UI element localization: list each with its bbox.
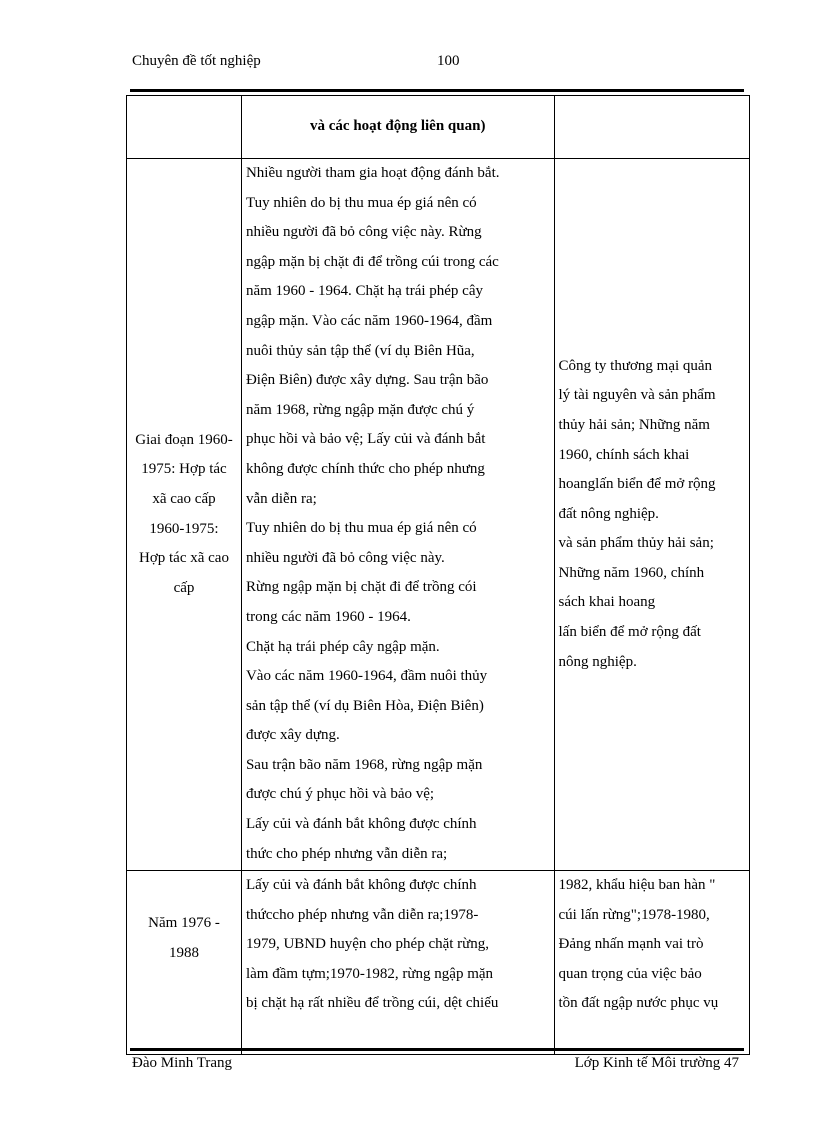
text-line: xã cao cấp [152,490,216,507]
text-line: không được chính thức cho phép nhưng [245,460,485,477]
text-line: vẫn diễn ra; [245,490,317,507]
text-line: 1960, chính sách khai [558,446,690,463]
text-line: phục hồi và bảo vệ; Lấy củi và đánh bắt [245,431,486,448]
period-cell [127,159,242,871]
text-line: Rừng ngập mặn bị chặt đi để trồng cói [245,579,477,596]
footer-author: Đào Minh Trang [132,1055,233,1071]
text-line: thức cho phép nhưng vẫn diễn ra; [245,845,448,862]
footer-class: Lớp Kinh tế Môi trường 47 [574,1055,739,1071]
text-line: năm 1968, rừng ngập mặn được chú ý [245,401,475,418]
text-line: Sau trận bão năm 1968, rừng ngập mặn [245,756,483,773]
text-line: hoanglấn biển để mở rộng [558,476,716,493]
table-row [127,871,750,1055]
text-line: ngập mặn bị chặt đi để trồng cúi trong các [245,253,499,270]
text-line: Đảng nhấn mạnh vai trò [558,936,704,953]
text-line: sản tập thể (ví dụ Biên Hòa, Điện Biên) [245,697,484,714]
text-line: cấp [173,579,195,596]
text-line: Hợp tác xã cao [138,550,229,567]
text-line: lý tài nguyên và sản phẩm [558,387,716,404]
text-line: 1975: Hợp tác [141,461,227,478]
text-line: thủy hải sản; Những năm [558,416,710,433]
text-line: Lấy củi và đánh bắt không được chính [245,877,477,893]
text-line: thứccho phép nhưng vẫn diễn ra;1978- [245,906,479,923]
text-line: nông nghiệp. [558,653,637,670]
text-line: Tuy nhiên do bị thu mua ép giá nên có [245,520,477,537]
header-cell-activities: và các hoạt động liên quan) [241,96,554,159]
table-row [127,159,750,871]
text-line: lấn biển để mở rộng đất [558,624,701,641]
text-line: bị chặt hạ rất nhiều để trồng cúi, dệt chiếu [245,995,499,1012]
text-line: sách khai hoang [558,594,656,611]
activities-cell [241,871,554,1055]
text-line: Giai đoạn 1960- [135,431,233,448]
text-line: ngập mặn. Vào các năm 1960-1964, đầm [245,312,493,329]
text-line: nhiều người đã bỏ công việc này. [245,549,445,566]
organizations-cell [554,871,750,1055]
text-line: Điện Biên) được xây dựng. Sau trận bão [245,372,489,389]
text-line: tồn đất ngập nước phục vụ [558,995,719,1012]
text-line: nhiều người đã bỏ công việc này. Rừng [245,224,482,241]
organizations-cell [554,159,750,871]
text-line: được xây dựng. [245,727,340,744]
table-header-row [127,96,750,159]
text-line: 1960-1975: [149,520,219,537]
text-line: và sản phẩm thủy hải sản; [558,535,714,552]
text-line: 1982, khẩu hiệu ban hàn " [558,877,716,893]
history-table [126,95,750,1055]
text-line: Lấy củi và đánh bắt không được chính [245,816,477,833]
text-line: cúi lấn rừng";1978-1980, [558,906,710,923]
text-line: được chú ý phục hồi và bảo vệ; [245,786,435,803]
text-line: Công ty thương mại quản [558,357,713,374]
text-line: 1988 [168,944,199,961]
header-title: Chuyên đề tốt nghiệp [132,53,261,69]
text-line: trong các năm 1960 - 1964. [245,608,411,625]
text-line: Những năm 1960, chính [558,564,705,581]
text-line: Nhiều người tham gia hoạt động đánh bắt. [245,165,500,181]
header-rule [130,89,744,92]
text-line: năm 1960 - 1964. Chặt hạ trái phép cây [245,283,483,300]
activities-cell [241,159,554,871]
page-number: 100 [437,53,460,69]
period-cell [127,871,242,1055]
text-line: Chặt hạ trái phép cây ngập mặn. [245,638,440,655]
header-cell-organizations [554,96,750,159]
header-cell-period [127,96,242,159]
footer-rule [130,1048,744,1051]
text-line: Tuy nhiên do bị thu mua ép giá nên có [245,194,477,211]
text-line: quan trọng của việc bảo [558,965,702,982]
text-line: Năm 1976 - [148,915,220,931]
text-line: làm đầm tựm;1970-1982, rừng ngập mặn [245,965,494,982]
text-line: 1979, UBND huyện cho phép chặt rừng, [245,936,490,953]
text-line: Vào các năm 1960-1964, đầm nuôi thủy [245,668,488,685]
text-line: nuôi thủy sản tập thể (ví dụ Biên Hũa, [245,342,475,359]
text-line: đất nông nghiệp. [558,505,659,522]
